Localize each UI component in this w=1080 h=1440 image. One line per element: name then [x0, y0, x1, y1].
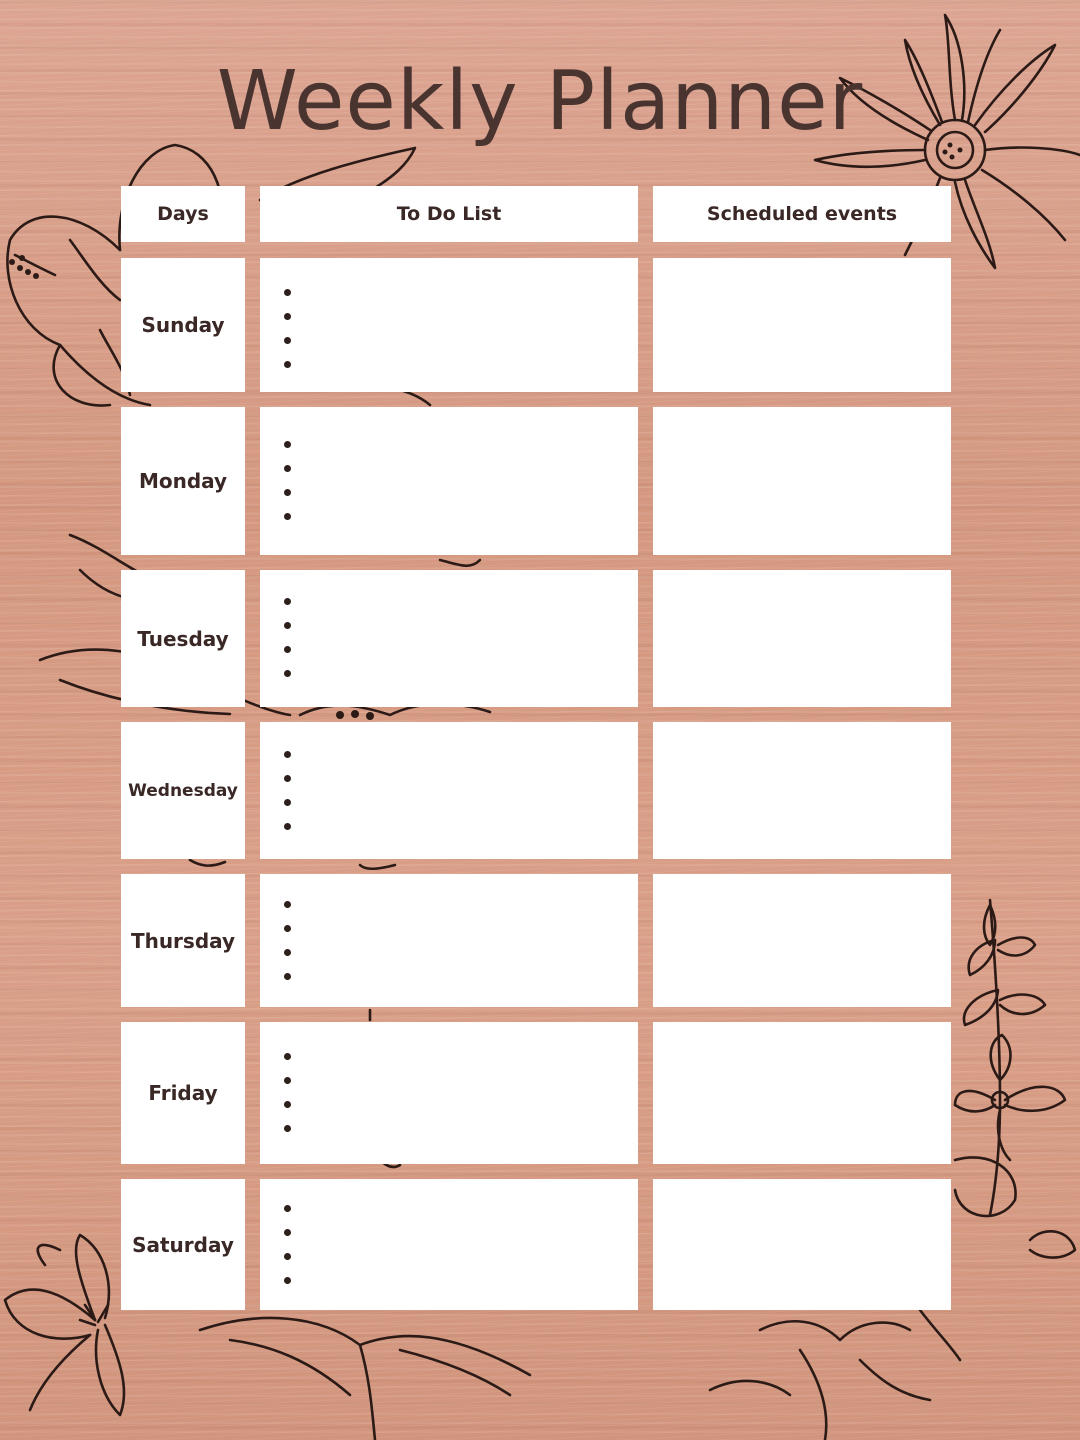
header-todo: To Do List [260, 186, 638, 242]
todo-bullets-saturday [284, 1205, 296, 1301]
bullet-point [284, 598, 291, 605]
day-label-monday: Monday [121, 407, 245, 555]
bullet-point [284, 1277, 291, 1284]
day-label-saturday: Saturday [121, 1179, 245, 1310]
bullet-point [284, 489, 291, 496]
bullet-point [284, 823, 291, 830]
bullet-point [284, 465, 291, 472]
events-cell-sunday[interactable] [653, 258, 951, 392]
todo-bullets-wednesday [284, 751, 296, 847]
bullet-point [284, 670, 291, 677]
bullet-point [284, 1229, 291, 1236]
day-label-sunday: Sunday [121, 258, 245, 392]
bullet-point [284, 313, 291, 320]
bullet-point [284, 622, 291, 629]
todo-cell-wednesday[interactable] [260, 722, 638, 859]
events-cell-saturday[interactable] [653, 1179, 951, 1310]
bullet-point [284, 949, 291, 956]
day-label-friday: Friday [121, 1022, 245, 1164]
page-title: Weekly Planner [216, 54, 864, 149]
bullet-point [284, 901, 291, 908]
bullet-point [284, 646, 291, 653]
bullet-point [284, 775, 291, 782]
events-cell-thursday[interactable] [653, 874, 951, 1007]
todo-bullets-tuesday [284, 598, 296, 694]
bullet-point [284, 1053, 291, 1060]
bullet-point [284, 925, 291, 932]
events-cell-friday[interactable] [653, 1022, 951, 1164]
todo-bullets-sunday [284, 289, 296, 385]
bullet-point [284, 441, 291, 448]
bullet-point [284, 751, 291, 758]
bullet-point [284, 337, 291, 344]
todo-cell-monday[interactable] [260, 407, 638, 555]
todo-cell-saturday[interactable] [260, 1179, 638, 1310]
header-days: Days [121, 186, 245, 242]
todo-cell-friday[interactable] [260, 1022, 638, 1164]
day-label-thursday: Thursday [121, 874, 245, 1007]
bullet-point [284, 1205, 291, 1212]
bullet-point [284, 361, 291, 368]
todo-cell-sunday[interactable] [260, 258, 638, 392]
day-label-tuesday: Tuesday [121, 570, 245, 707]
todo-bullets-thursday [284, 901, 296, 997]
bullet-point [284, 289, 291, 296]
bullet-point [284, 973, 291, 980]
bullet-point [284, 799, 291, 806]
bullet-point [284, 1101, 291, 1108]
blossom-illustration [5, 1235, 124, 1415]
todo-cell-tuesday[interactable] [260, 570, 638, 707]
bullet-point [284, 1253, 291, 1260]
day-label-wednesday: Wednesday [121, 722, 245, 859]
todo-cell-thursday[interactable] [260, 874, 638, 1007]
events-cell-tuesday[interactable] [653, 570, 951, 707]
bullet-point [284, 1077, 291, 1084]
header-events: Scheduled events [653, 186, 951, 242]
bullet-point [284, 513, 291, 520]
events-cell-wednesday[interactable] [653, 722, 951, 859]
todo-bullets-monday [284, 441, 296, 537]
events-cell-monday[interactable] [653, 407, 951, 555]
todo-bullets-friday [284, 1053, 296, 1149]
bullet-point [284, 1125, 291, 1132]
